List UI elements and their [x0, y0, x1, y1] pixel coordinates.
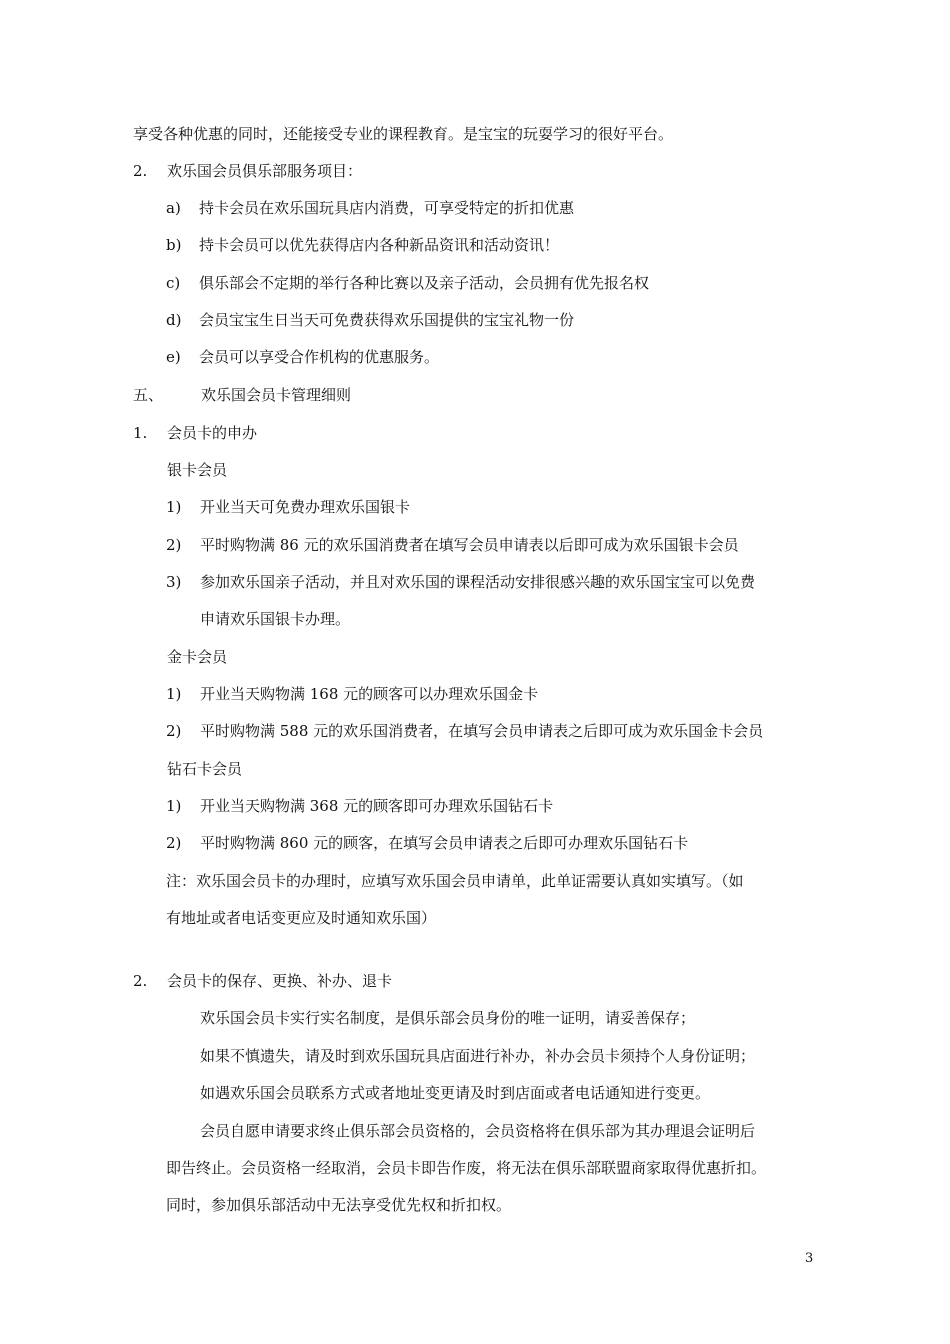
list-text: 会员宝宝生日当天可免费获得欢乐国提供的宝宝礼物一份 [199, 311, 575, 329]
list-marker: a) [166, 199, 181, 217]
note-line-1: 注：欢乐国会员卡的办理时，应填写欢乐国会员申请单，此单证需要认真如实填写。（如 [166, 872, 744, 890]
paragraph: 同时，参加俱乐部活动中无法享受优先权和折扣权。 [166, 1196, 512, 1214]
list-marker: 1) [166, 498, 182, 516]
silver-heading: 银卡会员 [167, 461, 228, 479]
paragraph: 欢乐国会员卡实行实名制度，是俱乐部会员身份的唯一证明，请妥善保存； [200, 1009, 696, 1027]
chapter5-title: 欢乐国会员卡管理细则 [201, 386, 352, 404]
list-marker: b) [166, 236, 182, 254]
list-marker: 3) [166, 573, 182, 591]
list-text: 开业当天可免费办理欢乐国银卡 [200, 498, 411, 516]
list-marker: c) [166, 274, 181, 292]
list-marker: 2) [166, 834, 182, 852]
note-line-2: 有地址或者电话变更应及时通知欢乐国） [166, 909, 437, 927]
chapter5-number: 五、 [133, 386, 164, 404]
list-text: 持卡会员在欢乐国玩具店内消费，可享受特定的折扣优惠 [199, 199, 575, 217]
list-text: 平时购物满 860 元的顾客，在填写会员申请表之后即可办理欢乐国钻石卡 [200, 834, 689, 852]
page-number: 3 [805, 1251, 814, 1266]
paragraph: 会员自愿申请要求终止俱乐部会员资格的，会员资格将在俱乐部为其办理退会证明后 [200, 1122, 756, 1140]
list-marker: d) [166, 311, 182, 329]
paragraph: 即告终止。会员资格一经取消，会员卡即告作废，将无法在俱乐部联盟商家取得优惠折扣。 [166, 1159, 767, 1177]
apply-number: 1. [133, 424, 148, 442]
list-marker: 2) [166, 536, 182, 554]
gold-heading: 金卡会员 [167, 648, 228, 666]
list-text: 开业当天购物满 368 元的顾客即可办理欢乐国钻石卡 [200, 797, 554, 815]
diamond-heading: 钻石卡会员 [167, 760, 243, 778]
apply-title: 会员卡的申办 [167, 424, 258, 442]
intro-continuation: 享受各种优惠的同时，还能接受专业的课程教育。是宝宝的玩耍学习的很好平台。 [133, 125, 674, 143]
paragraph: 如遇欢乐国会员联系方式或者地址变更请及时到店面或者电话通知进行变更。 [200, 1084, 711, 1102]
list-text: 开业当天购物满 168 元的顾客可以办理欢乐国金卡 [200, 685, 539, 703]
list-item-continuation: 申请欢乐国银卡办理。 [200, 610, 351, 628]
list-marker: 1) [166, 685, 182, 703]
section2-number: 2. [133, 162, 148, 180]
list-marker: 2) [166, 722, 182, 740]
list-text: 平时购物满 86 元的欢乐国消费者在填写会员申请表以后即可成为欢乐国银卡会员 [200, 536, 739, 554]
list-text: 平时购物满 588 元的欢乐国消费者，在填写会员申请表之后即可成为欢乐国金卡会员 [200, 722, 764, 740]
maintenance-title: 会员卡的保存、更换、补办、退卡 [167, 972, 393, 990]
section2-title: 欢乐国会员俱乐部服务项目： [167, 162, 363, 180]
list-text: 会员可以享受合作机构的优惠服务。 [199, 348, 440, 366]
list-text: 持卡会员可以优先获得店内各种新品资讯和活动资讯！ [199, 236, 560, 254]
list-marker: 1) [166, 797, 182, 815]
list-text: 俱乐部会不定期的举行各种比赛以及亲子活动，会员拥有优先报名权 [199, 274, 650, 292]
maintenance-number: 2. [133, 972, 148, 990]
paragraph: 如果不慎遗失，请及时到欢乐国玩具店面进行补办，补办会员卡须持个人身份证明； [200, 1047, 756, 1065]
list-marker: e) [166, 348, 181, 366]
list-text: 参加欢乐国亲子活动，并且对欢乐国的课程活动安排很感兴趣的欢乐国宝宝可以免费 [200, 573, 756, 591]
